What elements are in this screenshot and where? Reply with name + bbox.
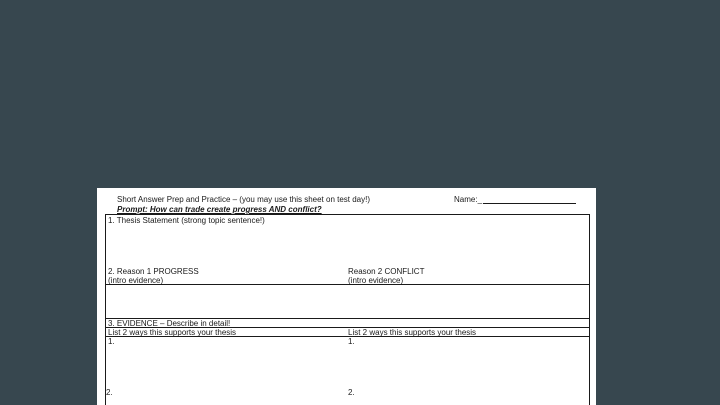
right-item-1: 1.	[348, 337, 355, 346]
name-label: Name:_	[454, 195, 483, 204]
prompt-text: Prompt: How can trade create progress AND conflict?	[117, 205, 322, 214]
worksheet-table	[105, 214, 590, 405]
right-item-2: 2.	[348, 388, 355, 397]
list-right-label: List 2 ways this supports your thesis	[348, 328, 477, 337]
list-left-label: List 2 ways this supports your thesis	[108, 328, 237, 337]
left-item-1: 1.	[108, 337, 115, 346]
worksheet-page	[97, 188, 596, 405]
reason-divider	[105, 284, 590, 285]
reason1-subtitle: (intro evidence)	[108, 276, 164, 285]
name-blank-line	[483, 203, 576, 204]
reason2-label: Reason 2 CONFLICT	[348, 267, 425, 276]
thesis-label: 1. Thesis Statement (strong topic sentence!)	[108, 216, 265, 225]
worksheet-title: Short Answer Prep and Practice – (you may use this sheet on test day!)	[117, 195, 371, 204]
evidence-label: 3. EVIDENCE – Describe in detail!	[108, 319, 231, 328]
reason2-subtitle: (intro evidence)	[348, 276, 404, 285]
reason1-label: 2. Reason 1 PROGRESS	[108, 267, 199, 276]
left-item-2: 2.	[106, 388, 113, 397]
